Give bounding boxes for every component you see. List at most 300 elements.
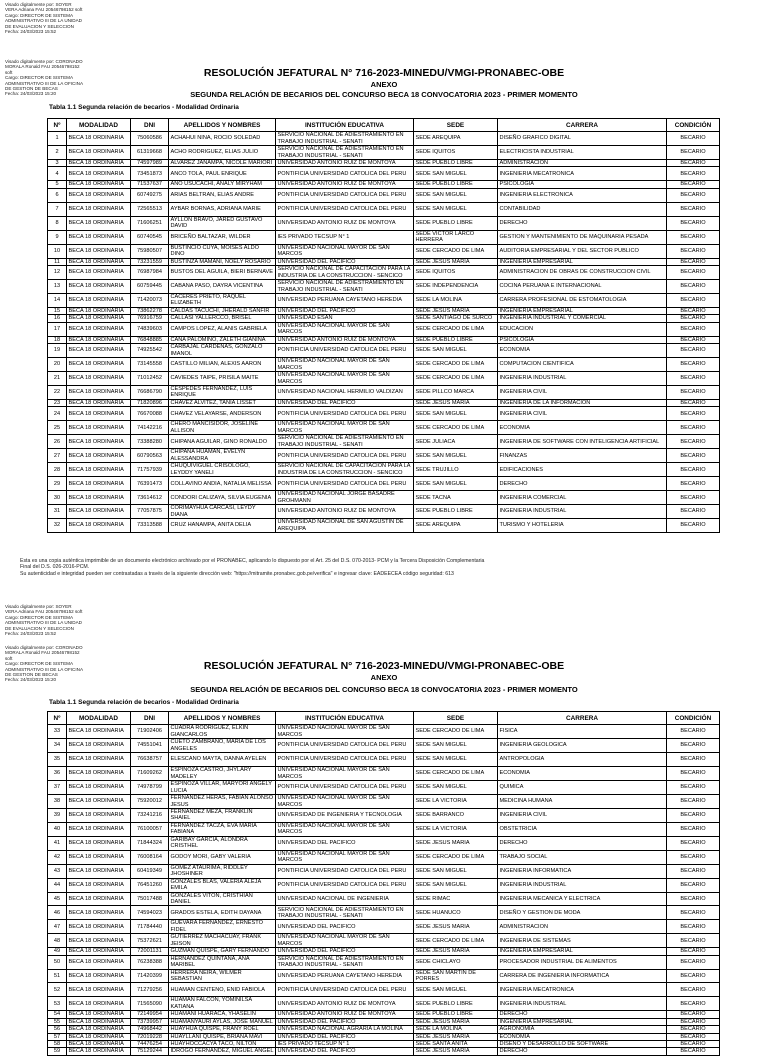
footer-line: Final del D.S. 026-2016-PCM. [20,564,90,571]
dni-cell: 71420073 [131,294,169,308]
name-cell: HUAMANI HUARACA, YHASELIN [169,1011,276,1018]
table-row [48,491,720,505]
dni-cell: 75129244 [131,1048,169,1055]
carrera-cell: AGRONOMIA [498,1026,667,1033]
row-number: 58 [48,1040,67,1047]
condicion-cell: BECARIO [667,258,720,265]
condicion-cell: BECARIO [667,983,720,997]
column-header: INSTITUCIÓN EDUCATIVA [276,712,414,725]
row-number: 26 [48,435,67,449]
condicion-cell: BECARIO [667,795,720,809]
row-number: 20 [48,358,67,372]
signature-line: Visado digitalmente por: SOYER [5,604,72,609]
dni-cell: 76451260 [131,878,169,892]
institution-cell: UNIVERSIDAD DEL PACIFICO [276,920,414,934]
condicion-cell: BECARIO [667,160,720,167]
modalidad-cell: BECA 18 ORDINARIA [67,753,131,767]
row-number: 39 [48,809,67,823]
carrera-cell: DERECHO [498,216,667,230]
carrera-cell: PROCESADOR INDUSTRIAL DE ALIMENTOS [498,955,667,969]
row-number: 37 [48,781,67,795]
carrera-cell: ECONOMIA [498,421,667,435]
condicion-cell: BECARIO [667,336,720,343]
modalidad-cell: BECA 18 ORDINARIA [67,519,131,533]
table-row [48,781,720,795]
modalidad-cell: BECA 18 ORDINARIA [67,505,131,519]
institution-cell: SERVICIO NACIONAL DE ADIESTRAMIENTO EN TRABAJO INDUSTRIAL - SENATI [276,280,414,294]
dni-cell: 76100057 [131,822,169,836]
signature-line: Fecha: 24/03/2023 15:52 [5,29,57,35]
carrera-cell: ADMINISTRACION DE OBRAS DE CONSTRUCCION CIVIL [498,266,667,280]
carrera-cell: INGENIERIA MECATRONICA [498,167,667,181]
institution-cell: UNIVERSIDAD DEL PACIFICO [276,307,414,314]
institution-cell: UNIVERSIDAD NACIONAL MAYOR DE SAN MARCOS [276,850,414,864]
table-row [48,188,720,202]
signature-line: Fecha: 24/03/2023 15:20 [5,91,57,97]
name-cell: GONZALES VITON, CRISTHIAN DANIEL [169,892,276,906]
modalidad-cell: BECA 18 ORDINARIA [67,1048,131,1055]
carrera-cell: TRABAJO SOCIAL [498,850,667,864]
row-number: 55 [48,1018,67,1025]
row-number: 25 [48,421,67,435]
carrera-cell: INGENIERIA INDUSTRIAL [498,505,667,519]
institution-cell: UNIVERSIDAD DEL PACIFICO [276,948,414,955]
dni-cell: 75920012 [131,795,169,809]
table-row [48,505,720,519]
condicion-cell: BECARIO [667,202,720,216]
sede-cell: SEDE JESUS MARIA [414,1033,498,1040]
sede-cell: SEDE SANTA ANITA [414,1040,498,1047]
signature-line: VERA Adriana FAU 20546798152 soft [5,609,83,615]
dni-cell: 76987984 [131,266,169,280]
sede-cell: SEDE AREQUIPA [414,132,498,146]
condicion-cell: BECARIO [667,421,720,435]
institution-cell: SERVICIO NACIONAL DE ADIESTRAMIENTO EN TRABAJO INDUSTRIAL - SENATI [276,146,414,160]
carrera-cell: CARRERA DE INGENIERIA INFORMATICA [498,969,667,983]
dni-cell: 71784440 [131,920,169,934]
table-caption: Tabla 1.1 Segunda relación de becarios - Modalidad Ordinaria [49,699,239,706]
table-row [48,449,720,463]
digital-signature-stamp [5,2,110,34]
sede-cell: SEDE LA VICTORIA [414,822,498,836]
carrera-cell: COCINA PERUANA E INTERNACIONAL [498,280,667,294]
institution-cell: IES PRIVADO TECSUP N° 1 [276,1040,414,1047]
name-cell: CUETO ZAMBRANO, MARIA DE LOS ANGELES [169,739,276,753]
table-caption: Tabla 1.1 Segunda relación de becarios - Modalidad Ordinaria [49,104,239,111]
dni-cell: 72565513 [131,202,169,216]
institution-cell: UNIVERSIDAD NACIONAL DE INGENIERIA [276,892,414,906]
dni-cell: 71902406 [131,725,169,739]
institution-cell: PONTIFICIA UNIVERSIDAD CATOLICA DEL PERU [276,202,414,216]
name-cell: CHUQUIVIGUEL CRISÓLOGO, LEYDDY YANELI [169,463,276,477]
row-number: 10 [48,244,67,258]
institution-cell: PONTIFICIA UNIVERSIDAD CATOLICA DEL PERU [276,449,414,463]
institution-cell: PONTIFICIA UNIVERSIDAD CATOLICA DEL PERU [276,983,414,997]
column-header: DNI [131,119,169,132]
dni-cell: 74142216 [131,421,169,435]
digital-signature-stamp [5,604,110,636]
sede-cell: SEDE SAN MIGUEL [414,739,498,753]
sede-cell: SEDE CERCADO DE LIMA [414,372,498,386]
sede-cell: SEDE IQUITOS [414,266,498,280]
dni-cell: 76008164 [131,850,169,864]
row-number: 42 [48,850,67,864]
table-row [48,266,720,280]
institution-cell: UNIVERSIDAD ANTONIO RUIZ DE MONTOYA [276,997,414,1011]
name-cell: CORIMAYHUA CARCASI, LEYDY DIANA [169,505,276,519]
carrera-cell: ANTROPOLOGIA [498,753,667,767]
name-cell: CAVIEDES TAIPE, PRISILA MAITE [169,372,276,386]
condicion-cell: BECARIO [667,781,720,795]
sede-cell: SEDE JESUS MARIA [414,1048,498,1055]
modalidad-cell: BECA 18 ORDINARIA [67,934,131,948]
carrera-cell: DISEÑO Y GESTION DE MODA [498,906,667,920]
institution-cell: UNIVERSIDAD PERUANA CAYETANO HEREDIA [276,969,414,983]
carrera-cell: INGENIERIA INDUSTRIAL Y COMERCIAL [498,315,667,322]
modalidad-cell: BECA 18 ORDINARIA [67,920,131,934]
sede-cell: SEDE LA MOLINA [414,1026,498,1033]
dni-cell: 74925542 [131,344,169,358]
modalidad-cell: BECA 18 ORDINARIA [67,280,131,294]
row-number: 9 [48,230,67,244]
institution-cell: PONTIFICIA UNIVERSIDAD CATOLICA DEL PERU [276,188,414,202]
condicion-cell: BECARIO [667,836,720,850]
table-row [48,1048,720,1055]
name-cell: HUAYHOCCACYA TACO, NILTON [169,1040,276,1047]
condicion-cell: BECARIO [667,181,720,188]
name-cell: COLLAVINO ANDIA, NATALIA MELISSA [169,477,276,491]
sede-cell: SEDE VICTOR LARCO HERRERA [414,230,498,244]
name-cell: ELESCANO MAYTA, DANNA AYELEN [169,753,276,767]
institution-cell: PONTIFICIA UNIVERSIDAD CATOLICA DEL PERU [276,739,414,753]
institution-cell: UNIVERSIDAD NACIONAL MAYOR DE SAN MARCOS [276,358,414,372]
row-number: 38 [48,795,67,809]
annex-label: ANEXO [370,673,398,682]
dni-cell: 72019228 [131,1033,169,1040]
table-row [48,519,720,533]
table-row [48,878,720,892]
name-cell: CALDAS TACUCHI, JHERALD SANFIR [169,307,276,314]
name-cell: ACHO RODRIGUEZ, ELIAS JULIO [169,146,276,160]
table-row [48,969,720,983]
condicion-cell: BECARIO [667,344,720,358]
condicion-cell: BECARIO [667,230,720,244]
institution-cell: UNIVERSIDAD ANTONIO RUIZ DE MONTOYA [276,216,414,230]
dni-cell: 74476254 [131,1040,169,1047]
sede-cell: SEDE SAN MIGUEL [414,449,498,463]
sede-cell: SEDE CERCADO DE LIMA [414,322,498,336]
carrera-cell: INGENIERIA CIVIL [498,809,667,823]
condicion-cell: BECARIO [667,969,720,983]
name-cell: GODOY MORI, GABY VALERIA [169,850,276,864]
name-cell: GUTIERREZ MACHACUAY, FRANK JEISON [169,934,276,948]
name-cell: CASTILLO MILIAN, ALEXIS AARON [169,358,276,372]
row-number: 13 [48,280,67,294]
condicion-cell: BECARIO [667,358,720,372]
dni-cell: 73145558 [131,358,169,372]
row-number: 12 [48,266,67,280]
column-header: MODALIDAD [67,712,131,725]
sede-cell: SEDE CERCADO DE LIMA [414,358,498,372]
row-number: 35 [48,753,67,767]
name-cell: FERNANDEZ MEZA, FRANKLIN SHAIEL [169,809,276,823]
dni-cell: 75980507 [131,244,169,258]
condicion-cell: BECARIO [667,906,720,920]
dni-cell: 76848885 [131,336,169,343]
name-cell: GONZALES BLAS, VALERIA ALEJA EMILA [169,878,276,892]
carrera-cell: PSICOLOGIA [498,336,667,343]
resolution-title: RESOLUCIÓN JEFATURAL N° 716-2023-MINEDU/VMGI-PRONABEC-OBE [203,660,565,672]
row-number: 18 [48,336,67,343]
carrera-cell: MEDICINA HUMANA [498,795,667,809]
condicion-cell: BECARIO [667,216,720,230]
row-number: 4 [48,167,67,181]
dni-cell: 71012452 [131,372,169,386]
dni-cell: 77057875 [131,505,169,519]
row-number: 40 [48,822,67,836]
modalidad-cell: BECA 18 ORDINARIA [67,266,131,280]
carrera-cell: INGENIERIA CIVIL [498,386,667,400]
sede-cell: SEDE CERCADO DE LIMA [414,850,498,864]
dni-cell: 74968442 [131,1026,169,1033]
sede-cell: SEDE JESUS MARIA [414,399,498,406]
table-row [48,421,720,435]
modalidad-cell: BECA 18 ORDINARIA [67,294,131,308]
name-cell: CANA PALOMINO, ZALETH GIANINA [169,336,276,343]
table-row [48,372,720,386]
institution-cell: UNIVERSIDAD DEL PACIFICO [276,399,414,406]
institution-cell: UNIVERSIDAD NACIONAL AGRARIA LA MOLINA [276,1026,414,1033]
modalidad-cell: BECA 18 ORDINARIA [67,322,131,336]
condicion-cell: BECARIO [667,753,720,767]
carrera-cell: COMPUTACION CIENTIFICA [498,358,667,372]
modalidad-cell: BECA 18 ORDINARIA [67,167,131,181]
row-number: 56 [48,1026,67,1033]
modalidad-cell: BECA 18 ORDINARIA [67,230,131,244]
condicion-cell: BECARIO [667,315,720,322]
modalidad-cell: BECA 18 ORDINARIA [67,948,131,955]
carrera-cell: EDUCACION [498,322,667,336]
row-number: 34 [48,739,67,753]
condicion-cell: BECARIO [667,1048,720,1055]
institution-cell: UNIVERSIDAD DEL PACIFICO [276,836,414,850]
institution-cell: UNIVERSIDAD DEL PACIFICO [276,1018,414,1025]
modalidad-cell: BECA 18 ORDINARIA [67,358,131,372]
table-row [48,435,720,449]
condicion-cell: BECARIO [667,386,720,400]
sede-cell: SEDE PUEBLO LIBRE [414,505,498,519]
condicion-cell: BECARIO [667,864,720,878]
name-cell: AYLLON BRAVO, JARED GUSTAVO DAVID [169,216,276,230]
column-header: Nº [48,712,67,725]
dni-cell: 71279256 [131,983,169,997]
name-cell: CHERO MANCISIDOR, JOSELINE ALLISON [169,421,276,435]
name-cell: CAMPOS LOPEZ, ALANIS GABRIELA [169,322,276,336]
row-number: 14 [48,294,67,308]
name-cell: GARIBAY GARCIA, ALONDRA CRISTHEL [169,836,276,850]
row-number: 16 [48,315,67,322]
carrera-cell: ECONOMIA [498,767,667,781]
name-cell: HUAMAN CENTENO, ENID FABIOLA [169,983,276,997]
sede-cell: SEDE JESUS MARIA [414,1018,498,1025]
row-number: 30 [48,491,67,505]
carrera-cell: DERECHO [498,1011,667,1018]
table-row [48,1026,720,1033]
modalidad-cell: BECA 18 ORDINARIA [67,336,131,343]
signature-line: MORALA Ronald FAU 20546798152 [5,650,80,656]
name-cell: CALLASI YALLERCCO, BRISEL [169,315,276,322]
condicion-cell: BECARIO [667,725,720,739]
footer-line: Esta es una copia auténtica imprimible de un documento electrónico archivado por el PRONABEC, aplicando lo dispuesto por el Art. 25 del D.S. 070-2013- PCM y la Tercera Disposición Complementaria [20,558,485,564]
table-row [48,934,720,948]
row-number: 59 [48,1048,67,1055]
sede-cell: SEDE SAN MIGUEL [414,344,498,358]
modalidad-cell: BECA 18 ORDINARIA [67,983,131,997]
table-row [48,230,720,244]
sede-cell: SEDE CERCADO DE LIMA [414,725,498,739]
dni-cell: 73388280 [131,435,169,449]
name-cell: BRICEÑO BALTAZAR, WILDER [169,230,276,244]
dni-cell: 60740545 [131,230,169,244]
modalidad-cell: BECA 18 ORDINARIA [67,767,131,781]
signature-line: ADMINISTRATIVO III DE LA UNIDAD [5,620,82,626]
table-row [48,336,720,343]
table-row [48,892,720,906]
carrera-cell: QUIMICA [498,781,667,795]
table-row [48,739,720,753]
carrera-cell: INGENIERIA EMPRESARIAL [498,258,667,265]
dni-cell: 75017488 [131,892,169,906]
condicion-cell: BECARIO [667,491,720,505]
table-body [48,132,720,533]
row-number: 28 [48,463,67,477]
row-number: 17 [48,322,67,336]
condicion-cell: BECARIO [667,739,720,753]
row-number: 44 [48,878,67,892]
dni-cell: 76670088 [131,407,169,421]
sede-cell: SEDE CERCADO DE LIMA [414,934,498,948]
modalidad-cell: BECA 18 ORDINARIA [67,1026,131,1033]
row-number: 1 [48,132,67,146]
dni-cell: 74551041 [131,739,169,753]
carrera-cell: INGENIERIA CIVIL [498,407,667,421]
modalidad-cell: BECA 18 ORDINARIA [67,372,131,386]
name-cell: CARBAJAL CARDENAS, GONZALO IMANOL [169,344,276,358]
modalidad-cell: BECA 18 ORDINARIA [67,906,131,920]
institution-cell: SERVICIO NACIONAL DE ADIESTRAMIENTO EN TRABAJO INDUSTRIAL - SENATI [276,132,414,146]
dni-cell: 60419349 [131,864,169,878]
table-row [48,181,720,188]
carrera-cell: INGENIERIA MECANICA Y ELECTRICA [498,892,667,906]
condicion-cell: BECARIO [667,477,720,491]
sede-cell: SEDE PUEBLO LIBRE [414,1011,498,1018]
sede-cell: SEDE SAN MIGUEL [414,753,498,767]
carrera-cell: OBSTETRICIA [498,822,667,836]
table-row [48,1011,720,1018]
table-header-row [48,119,720,132]
signature-line: DE GESTION DE BECAS [5,86,58,92]
condicion-cell: BECARIO [667,948,720,955]
modalidad-cell: BECA 18 ORDINARIA [67,1033,131,1040]
dni-cell: 71757939 [131,463,169,477]
name-cell: ACHAHUI NINA, ROCIO SOLEDAD [169,132,276,146]
carrera-cell: DERECHO [498,836,667,850]
condicion-cell: BECARIO [667,1018,720,1025]
table-row [48,948,720,955]
institution-cell: UNIVERSIDAD DEL PACIFICO [276,1048,414,1055]
name-cell: HUAMAN FALCON, YOMINILSA KATIANA [169,997,276,1011]
sede-cell: SEDE LA MOLINA [414,294,498,308]
carrera-cell: INGENIERIA INFORMATICA [498,864,667,878]
condicion-cell: BECARIO [667,372,720,386]
name-cell: HERRERA NEIRA, WILMER SEBASTIAN [169,969,276,983]
dni-cell: 74978799 [131,781,169,795]
authenticity-footer [20,558,740,577]
dni-cell: 71844324 [131,836,169,850]
resolution-title: RESOLUCIÓN JEFATURAL N° 716-2023-MINEDU/VMGI-PRONABEC-OBE [203,67,565,79]
institution-cell: SERVICIO NACIONAL DE ADIESTRAMIENTO EN TRABAJO INDUSTRIAL - SENATI [276,955,414,969]
signature-line: VERA Adriana FAU 20546798152 soft [5,7,83,13]
institution-cell: UNIVERSIDAD ESAN [276,315,414,322]
row-number: 23 [48,399,67,406]
name-cell: GRADOS ESTELA, EDITH DAYANA [169,906,276,920]
document-subtitle: SEGUNDA RELACIÓN DE BECARIOS DEL CONCURSO BECA 18 CONVOCATORIA 2023 - PRIMER MOMENTO [190,90,578,99]
name-cell: FERNANDEZ HERAS, FABIAN ALONSO JESUS [169,795,276,809]
modalidad-cell: BECA 18 ORDINARIA [67,1040,131,1047]
carrera-cell: CARRERA PROFESIONAL DE ESTOMATOLOGIA [498,294,667,308]
row-number: 29 [48,477,67,491]
table-row [48,1033,720,1040]
dni-cell: 73451873 [131,167,169,181]
document-subtitle: SEGUNDA RELACIÓN DE BECARIOS DEL CONCURSO BECA 18 CONVOCATORIA 2023 - PRIMER MOMENTO [190,685,578,694]
table-row [48,307,720,314]
signature-line: Visado digitalmente por: CORONADO [5,59,83,64]
modalidad-cell: BECA 18 ORDINARIA [67,181,131,188]
modalidad-cell: BECA 18 ORDINARIA [67,146,131,160]
condicion-cell: BECARIO [667,519,720,533]
carrera-cell: PSICOLOGIA [498,181,667,188]
table-row [48,216,720,230]
institution-cell: IES PRIVADO TECSUP N° 1 [276,230,414,244]
condicion-cell: BECARIO [667,463,720,477]
institution-cell: SERVICIO NACIONAL DE ADIESTRAMIENTO EN TRABAJO INDUSTRIAL - SENATI [276,906,414,920]
carrera-cell: DISEÑO GRAFICO DIGITAL [498,132,667,146]
dni-cell: 71820896 [131,399,169,406]
condicion-cell: BECARIO [667,146,720,160]
institution-cell: SERVICIO NACIONAL DE CAPACITACION PARA LA INDUSTRIA DE LA CONSTRUCCION - SENCICO [276,463,414,477]
sede-cell: SEDE SAN MIGUEL [414,202,498,216]
name-cell: IDROGO FERNANDEZ, MIGUEL ANGEL [169,1048,276,1055]
carrera-cell: FINANZAS [498,449,667,463]
modalidad-cell: BECA 18 ORDINARIA [67,795,131,809]
table-row [48,344,720,358]
dni-cell: 73241216 [131,809,169,823]
institution-cell: UNIVERSIDAD NACIONAL JORGE BASADRE GROHMANN [276,491,414,505]
signature-line: Fecha: 24/03/2023 15:52 [5,631,57,637]
row-number: 6 [48,188,67,202]
carrera-cell: ECONOMIA [498,344,667,358]
sede-cell: SEDE JESUS MARIA [414,836,498,850]
column-header: APELLIDOS Y NOMBRES [169,119,276,132]
condicion-cell: BECARIO [667,955,720,969]
row-number: 2 [48,146,67,160]
sede-cell: SEDE SAN MIGUEL [414,781,498,795]
carrera-cell: INGENIERIA INDUSTRIAL [498,997,667,1011]
table-row [48,202,720,216]
institution-cell: UNIVERSIDAD NACIONAL MAYOR DE SAN MARCOS [276,822,414,836]
modalidad-cell: BECA 18 ORDINARIA [67,864,131,878]
sede-cell: SEDE TRUJILLO [414,463,498,477]
